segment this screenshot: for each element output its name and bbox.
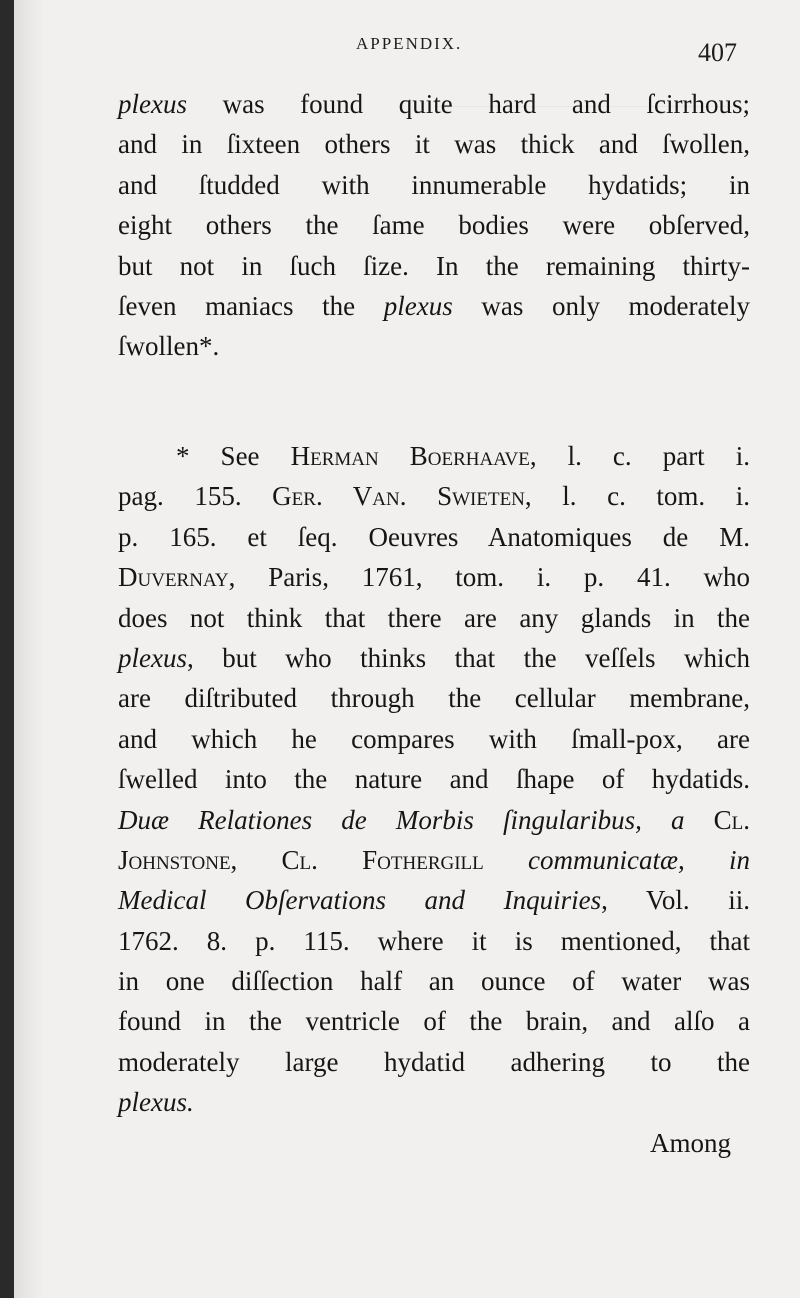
text-line: eight others the ſame bodies were obſerved, bbox=[118, 210, 750, 241]
footnote-line: Duæ Relationes de Morbis ſingularibus, a Cl. bbox=[118, 804, 751, 835]
page-number: 407 bbox=[698, 38, 737, 67]
footnote-line: Johnstone, Cl. Fothergill communicatæ, in bbox=[118, 844, 750, 875]
footnote-line: * See Herman Boerhaave, l. c. part i. bbox=[176, 441, 750, 471]
footnote-line: moderately large hydatid adhering to the bbox=[118, 1046, 750, 1077]
book-page bbox=[14, 0, 800, 1298]
text-line: and in ſixteen others it was thick and ſwollen, bbox=[118, 129, 750, 160]
main-paragraph bbox=[118, 84, 750, 367]
running-title: APPENDIX. bbox=[356, 34, 463, 53]
footnote-line: are diſtributed through the cellular membrane, bbox=[118, 683, 750, 714]
footnote-line: Duvernay, Paris, 1761, tom. i. p. 41. who bbox=[118, 562, 750, 593]
footnote-line: 1762. 8. p. 115. where it is mentioned, that bbox=[118, 925, 750, 956]
text-line: and ſtudded with innumerable hydatids; in bbox=[118, 169, 750, 200]
footnote-line: plexus, but who thinks that the veſſels which bbox=[118, 642, 750, 673]
text-line: ſwollen*. bbox=[118, 331, 220, 362]
footnote-line: found in the ventricle of the brain, and alſo a bbox=[118, 1006, 750, 1037]
footnote-line: does not think that there are any glands in the bbox=[118, 602, 750, 633]
text-line bbox=[118, 84, 750, 124]
footnote-line: pag. 155. Ger. Van. Swieten, l. c. tom. i. bbox=[118, 481, 751, 512]
page-gutter-shadow bbox=[14, 0, 44, 1298]
footnote-line: p. 165. et ſeq. Oeuvres Anatomiques de M. bbox=[118, 521, 750, 552]
text-run: was found quite hard and ſcirrhous; bbox=[186, 89, 750, 119]
footnote-line: and which he compares with ſmall-pox, are bbox=[118, 723, 750, 754]
catchword: Among bbox=[650, 1128, 731, 1158]
footnote bbox=[118, 436, 750, 1123]
footnote-line: Medical Obſervations and Inquiries, Vol. ii. bbox=[118, 885, 750, 916]
italic-word: plexus bbox=[118, 89, 187, 119]
footnote-line: ſwelled into the nature and ſhape of hydatids. bbox=[118, 764, 750, 795]
text-line: ſeven maniacs the plexus was only moderately bbox=[118, 290, 750, 321]
text-line: but not in ſuch ſize. In the remaining thirty- bbox=[118, 250, 750, 281]
footnote-line: in one diſſection half an ounce of water was bbox=[118, 966, 750, 997]
footnote-line: plexus. bbox=[118, 1087, 194, 1118]
